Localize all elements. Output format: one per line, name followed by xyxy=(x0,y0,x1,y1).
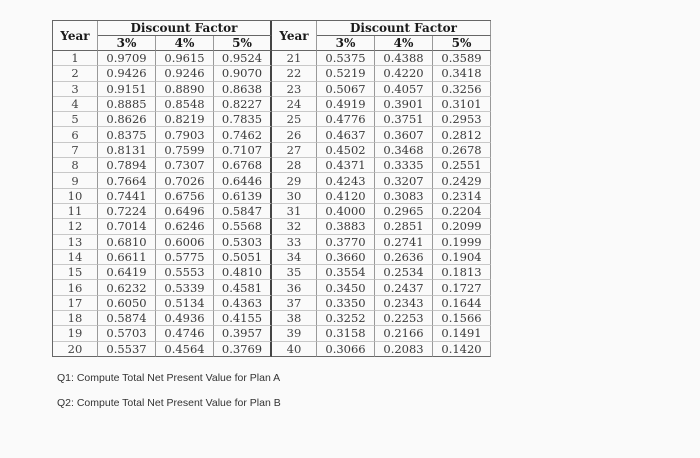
year-cell: 9 xyxy=(53,173,98,188)
factor-cell: 0.4120 xyxy=(317,189,375,204)
factor-cell: 0.2636 xyxy=(375,250,433,265)
factor-cell: 0.6810 xyxy=(98,235,156,250)
discount-factor-header-left: Discount Factor xyxy=(98,21,272,36)
factor-cell: 0.6246 xyxy=(156,219,214,234)
factor-cell: 0.8638 xyxy=(214,82,272,97)
factor-cell: 0.4564 xyxy=(156,342,214,357)
year-cell: 34 xyxy=(272,250,317,265)
year-cell: 36 xyxy=(272,280,317,295)
year-header-left: Year xyxy=(53,21,98,51)
factor-cell: 0.8890 xyxy=(156,82,214,97)
year-cell: 11 xyxy=(53,204,98,219)
factor-cell: 0.3589 xyxy=(433,51,491,66)
factor-cell: 0.2253 xyxy=(375,311,433,326)
factor-cell: 0.8219 xyxy=(156,112,214,127)
year-cell: 30 xyxy=(272,189,317,204)
factor-cell: 0.6446 xyxy=(214,173,272,188)
year-cell: 3 xyxy=(53,82,98,97)
factor-cell: 0.1813 xyxy=(433,265,491,280)
factor-cell: 0.2437 xyxy=(375,280,433,295)
year-cell: 4 xyxy=(53,97,98,112)
factor-cell: 0.5703 xyxy=(98,326,156,341)
factor-cell: 0.4637 xyxy=(317,127,375,142)
factor-cell: 0.8885 xyxy=(98,97,156,112)
factor-cell: 0.7307 xyxy=(156,158,214,173)
year-cell: 18 xyxy=(53,311,98,326)
year-cell: 39 xyxy=(272,326,317,341)
factor-cell: 0.3101 xyxy=(433,97,491,112)
factor-cell: 0.3083 xyxy=(375,189,433,204)
factor-cell: 0.5775 xyxy=(156,250,214,265)
factor-cell: 0.6232 xyxy=(98,280,156,295)
factor-cell: 0.5219 xyxy=(317,66,375,81)
factor-cell: 0.1566 xyxy=(433,311,491,326)
year-cell: 20 xyxy=(53,342,98,357)
factor-cell: 0.4057 xyxy=(375,82,433,97)
factor-cell: 0.6611 xyxy=(98,250,156,265)
factor-cell: 0.3769 xyxy=(214,342,272,357)
factor-cell: 0.2965 xyxy=(375,204,433,219)
year-cell: 2 xyxy=(53,66,98,81)
year-cell: 37 xyxy=(272,296,317,311)
year-cell: 27 xyxy=(272,143,317,158)
factor-cell: 0.4502 xyxy=(317,143,375,158)
factor-cell: 0.6768 xyxy=(214,158,272,173)
factor-cell: 0.4581 xyxy=(214,280,272,295)
factor-cell: 0.2551 xyxy=(433,158,491,173)
factor-cell: 0.5874 xyxy=(98,311,156,326)
year-cell: 8 xyxy=(53,158,98,173)
factor-cell: 0.6139 xyxy=(214,189,272,204)
year-cell: 19 xyxy=(53,326,98,341)
factor-cell: 0.9070 xyxy=(214,66,272,81)
factor-cell: 0.3207 xyxy=(375,173,433,188)
factor-cell: 0.8227 xyxy=(214,97,272,112)
year-header-right: Year xyxy=(272,21,317,51)
rate-header-right-r4: 4% xyxy=(375,36,433,51)
factor-cell: 0.3607 xyxy=(375,127,433,142)
year-cell: 13 xyxy=(53,235,98,250)
factor-cell: 0.2741 xyxy=(375,235,433,250)
factor-cell: 0.7894 xyxy=(98,158,156,173)
factor-cell: 0.9615 xyxy=(156,51,214,66)
factor-cell: 0.8131 xyxy=(98,143,156,158)
year-cell: 12 xyxy=(53,219,98,234)
factor-cell: 0.2534 xyxy=(375,265,433,280)
factor-cell: 0.7224 xyxy=(98,204,156,219)
factor-cell: 0.4155 xyxy=(214,311,272,326)
factor-cell: 0.5067 xyxy=(317,82,375,97)
question-1: Q1: Compute Total Net Present Value for Plan A xyxy=(57,372,281,384)
factor-cell: 0.3335 xyxy=(375,158,433,173)
factor-cell: 0.8375 xyxy=(98,127,156,142)
year-cell: 40 xyxy=(272,342,317,357)
factor-cell: 0.6006 xyxy=(156,235,214,250)
factor-cell: 0.7107 xyxy=(214,143,272,158)
factor-cell: 0.6756 xyxy=(156,189,214,204)
factor-cell: 0.3770 xyxy=(317,235,375,250)
year-cell: 26 xyxy=(272,127,317,142)
year-cell: 29 xyxy=(272,173,317,188)
factor-cell: 0.4776 xyxy=(317,112,375,127)
factor-cell: 0.3252 xyxy=(317,311,375,326)
factor-cell: 0.2099 xyxy=(433,219,491,234)
factor-cell: 0.5339 xyxy=(156,280,214,295)
year-cell: 5 xyxy=(53,112,98,127)
factor-cell: 0.1420 xyxy=(433,342,491,357)
year-cell: 7 xyxy=(53,143,98,158)
factor-cell: 0.3350 xyxy=(317,296,375,311)
factor-cell: 0.3660 xyxy=(317,250,375,265)
discount-factor-grid xyxy=(52,20,491,357)
factor-cell: 0.3751 xyxy=(375,112,433,127)
year-cell: 28 xyxy=(272,158,317,173)
year-cell: 1 xyxy=(53,51,98,66)
factor-cell: 0.2343 xyxy=(375,296,433,311)
factor-cell: 0.7462 xyxy=(214,127,272,142)
factor-cell: 0.4371 xyxy=(317,158,375,173)
factor-cell: 0.7599 xyxy=(156,143,214,158)
factor-cell: 0.7664 xyxy=(98,173,156,188)
year-cell: 23 xyxy=(272,82,317,97)
factor-cell: 0.4220 xyxy=(375,66,433,81)
factor-cell: 0.3883 xyxy=(317,219,375,234)
factor-cell: 0.1727 xyxy=(433,280,491,295)
factor-cell: 0.9426 xyxy=(98,66,156,81)
factor-cell: 0.5568 xyxy=(214,219,272,234)
year-cell: 21 xyxy=(272,51,317,66)
factor-cell: 0.7014 xyxy=(98,219,156,234)
factor-cell: 0.2314 xyxy=(433,189,491,204)
factor-cell: 0.3468 xyxy=(375,143,433,158)
factor-cell: 0.6419 xyxy=(98,265,156,280)
factor-cell: 0.5847 xyxy=(214,204,272,219)
factor-cell: 0.5537 xyxy=(98,342,156,357)
factor-cell: 0.4919 xyxy=(317,97,375,112)
year-cell: 22 xyxy=(272,66,317,81)
factor-cell: 0.9524 xyxy=(214,51,272,66)
factor-cell: 0.3066 xyxy=(317,342,375,357)
factor-cell: 0.2812 xyxy=(433,127,491,142)
factor-cell: 0.2204 xyxy=(433,204,491,219)
factor-cell: 0.1644 xyxy=(433,296,491,311)
factor-cell: 0.2083 xyxy=(375,342,433,357)
factor-cell: 0.5051 xyxy=(214,250,272,265)
factor-cell: 0.1904 xyxy=(433,250,491,265)
factor-cell: 0.3256 xyxy=(433,82,491,97)
factor-cell: 0.9151 xyxy=(98,82,156,97)
factor-cell: 0.1491 xyxy=(433,326,491,341)
factor-cell: 0.4810 xyxy=(214,265,272,280)
factor-cell: 0.4000 xyxy=(317,204,375,219)
factor-cell: 0.2678 xyxy=(433,143,491,158)
factor-cell: 0.3957 xyxy=(214,326,272,341)
factor-cell: 0.4363 xyxy=(214,296,272,311)
factor-cell: 0.2953 xyxy=(433,112,491,127)
year-cell: 6 xyxy=(53,127,98,142)
factor-cell: 0.7026 xyxy=(156,173,214,188)
rate-header-left-r5: 5% xyxy=(214,36,272,51)
factor-cell: 0.5553 xyxy=(156,265,214,280)
factor-cell: 0.7835 xyxy=(214,112,272,127)
factor-cell: 0.7441 xyxy=(98,189,156,204)
factor-cell: 0.4936 xyxy=(156,311,214,326)
factor-cell: 0.7903 xyxy=(156,127,214,142)
factor-cell: 0.2166 xyxy=(375,326,433,341)
factor-cell: 0.3901 xyxy=(375,97,433,112)
rate-header-right-r5: 5% xyxy=(433,36,491,51)
year-cell: 35 xyxy=(272,265,317,280)
year-cell: 10 xyxy=(53,189,98,204)
year-cell: 16 xyxy=(53,280,98,295)
factor-cell: 0.8626 xyxy=(98,112,156,127)
factor-cell: 0.3418 xyxy=(433,66,491,81)
year-cell: 24 xyxy=(272,97,317,112)
year-cell: 25 xyxy=(272,112,317,127)
factor-cell: 0.3158 xyxy=(317,326,375,341)
factor-cell: 0.5375 xyxy=(317,51,375,66)
factor-cell: 0.3450 xyxy=(317,280,375,295)
year-cell: 38 xyxy=(272,311,317,326)
factor-cell: 0.1999 xyxy=(433,235,491,250)
rate-header-left-r4: 4% xyxy=(156,36,214,51)
factor-cell: 0.2851 xyxy=(375,219,433,234)
factor-cell: 0.6050 xyxy=(98,296,156,311)
year-cell: 33 xyxy=(272,235,317,250)
discount-factor-header-right: Discount Factor xyxy=(317,21,491,36)
factor-cell: 0.8548 xyxy=(156,97,214,112)
factor-cell: 0.4243 xyxy=(317,173,375,188)
question-2: Q2: Compute Total Net Present Value for Plan B xyxy=(57,397,281,409)
year-cell: 17 xyxy=(53,296,98,311)
rate-header-right-r3: 3% xyxy=(317,36,375,51)
year-cell: 15 xyxy=(53,265,98,280)
factor-cell: 0.2429 xyxy=(433,173,491,188)
factor-cell: 0.6496 xyxy=(156,204,214,219)
year-cell: 31 xyxy=(272,204,317,219)
factor-cell: 0.4746 xyxy=(156,326,214,341)
factor-cell: 0.9246 xyxy=(156,66,214,81)
factor-cell: 0.5134 xyxy=(156,296,214,311)
year-cell: 32 xyxy=(272,219,317,234)
factor-cell: 0.9709 xyxy=(98,51,156,66)
factor-cell: 0.3554 xyxy=(317,265,375,280)
rate-header-left-r3: 3% xyxy=(98,36,156,51)
discount-factor-table xyxy=(52,20,500,356)
factor-cell: 0.4388 xyxy=(375,51,433,66)
factor-cell: 0.5303 xyxy=(214,235,272,250)
year-cell: 14 xyxy=(53,250,98,265)
